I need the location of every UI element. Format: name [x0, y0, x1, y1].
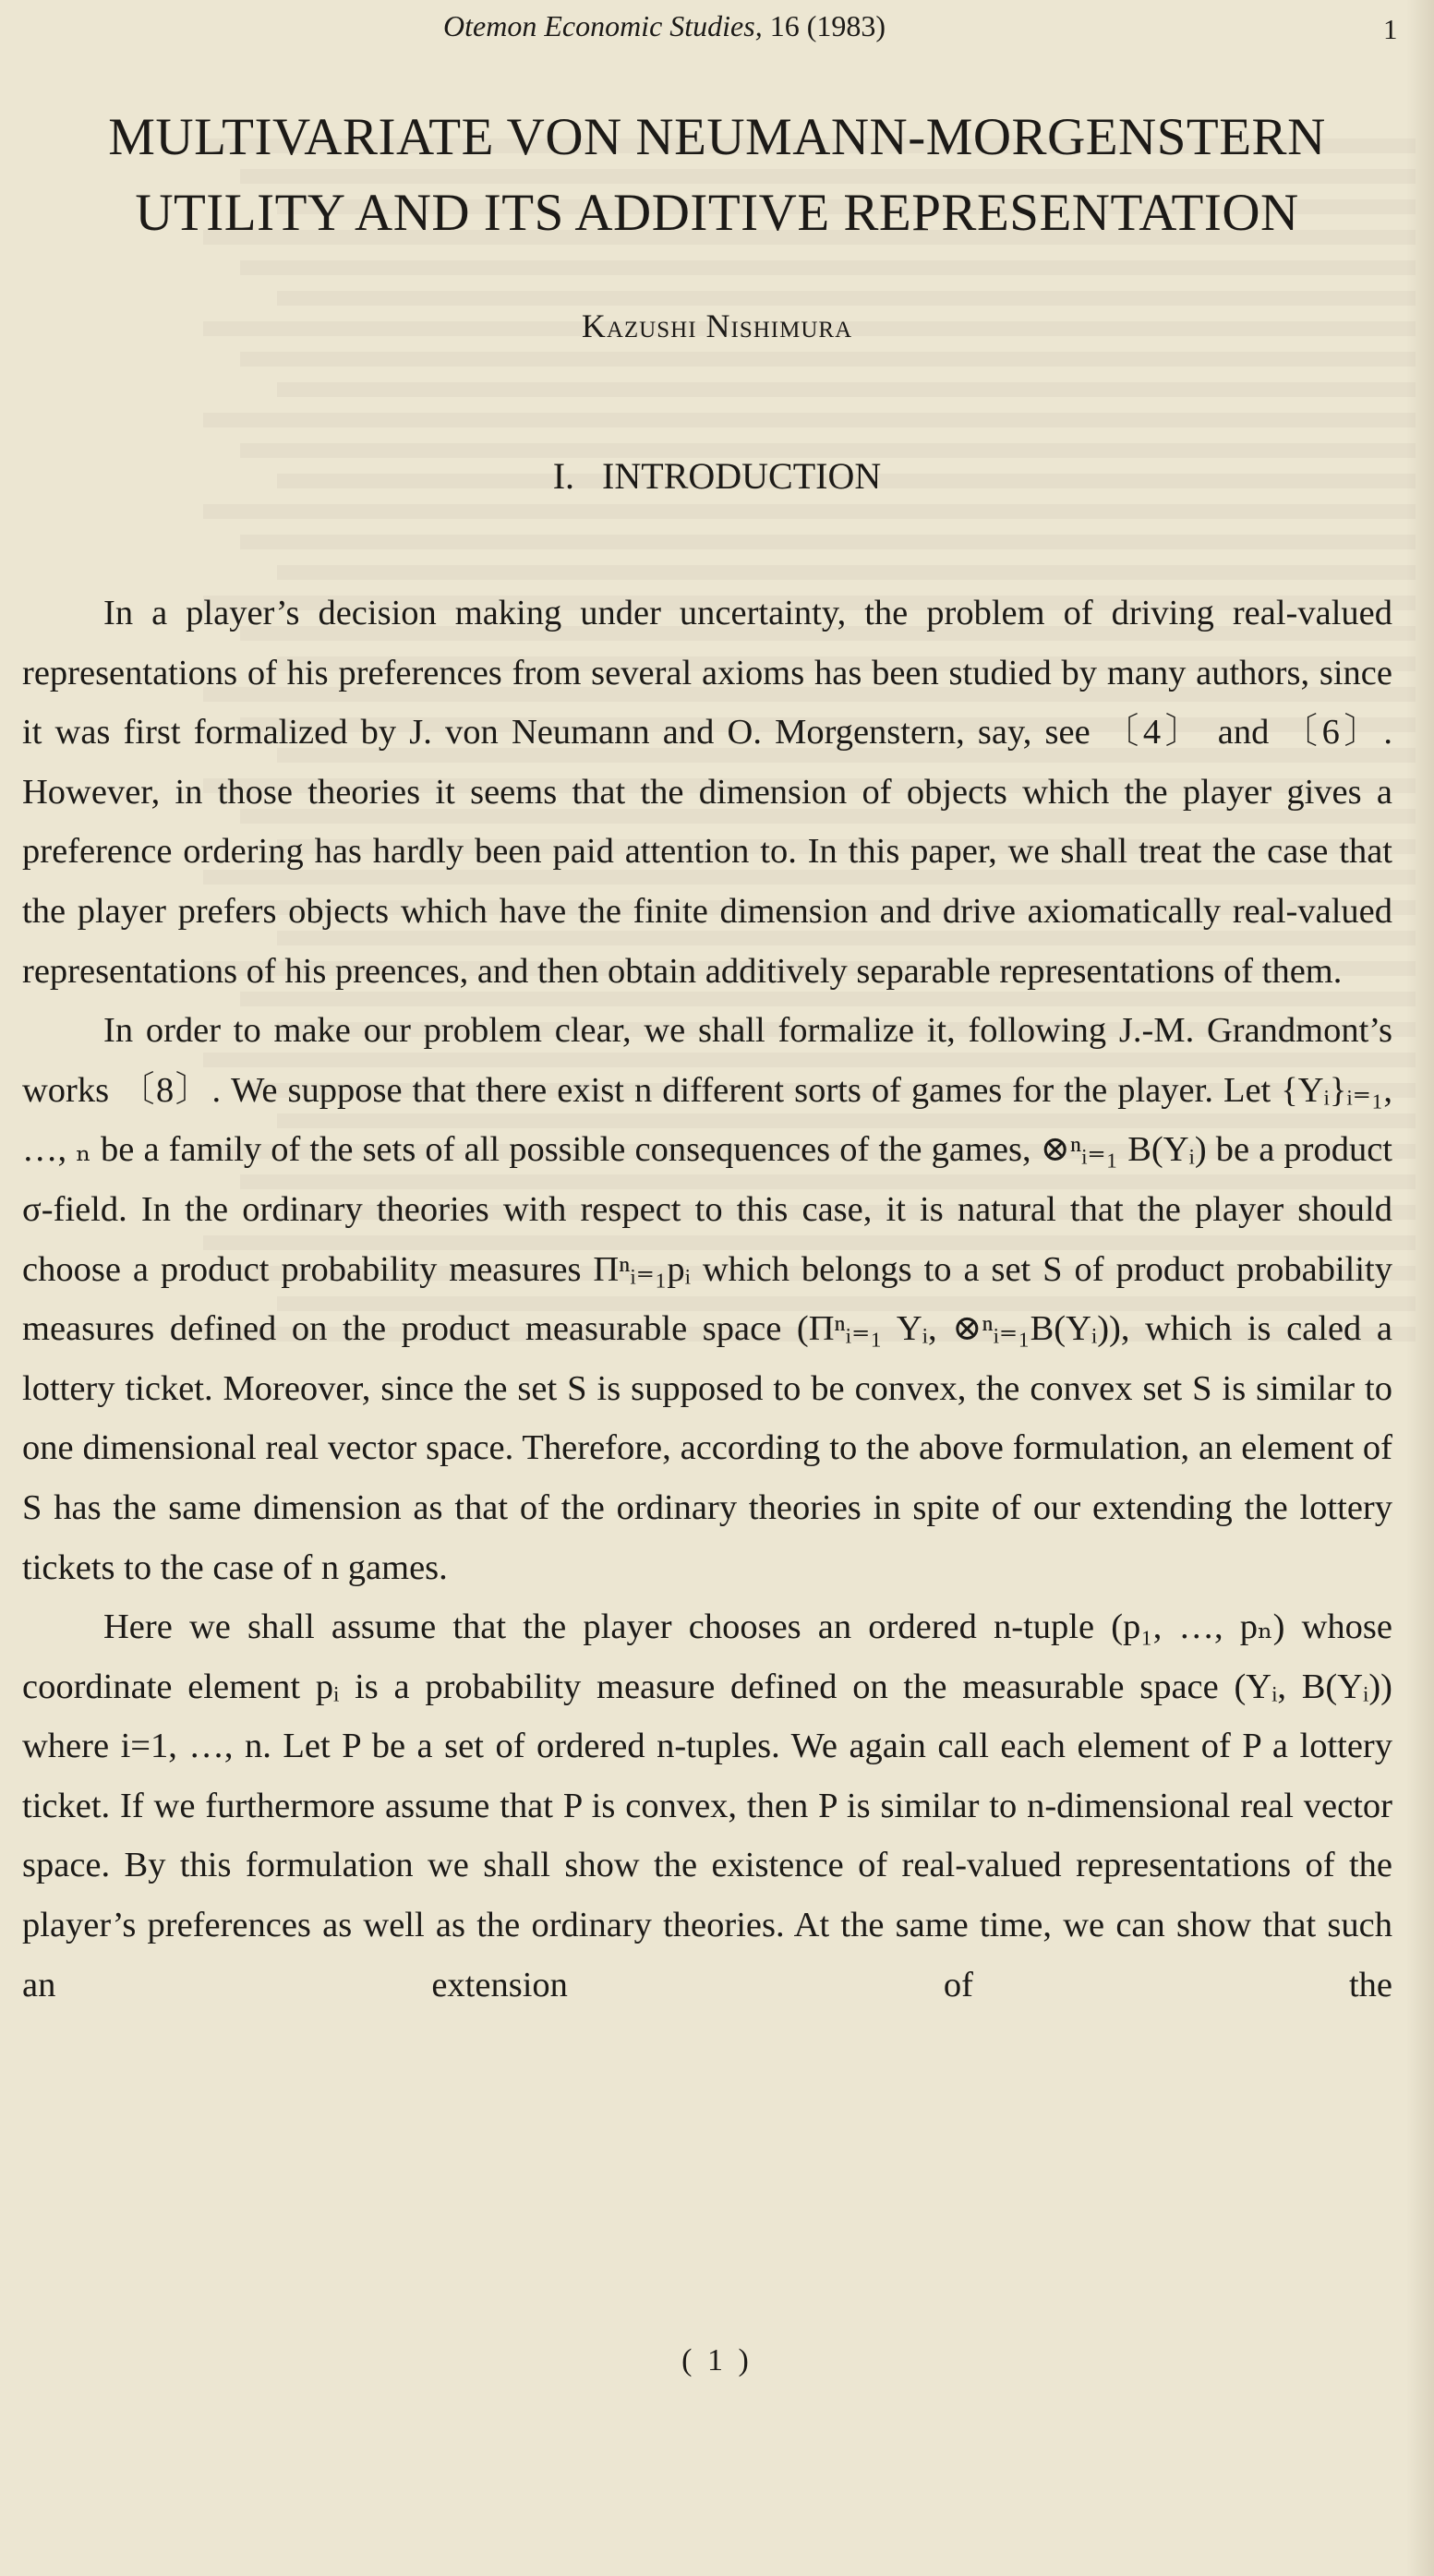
bleed-through-line — [277, 565, 1416, 580]
bleed-through-line — [277, 291, 1416, 306]
paragraph-3: Here we shall assume that the player chooses an ordered n-tuple (p₁, …, pₙ) whose coordinate element pᵢ is a probability measure defined on the measurable space (Yᵢ, B(Yᵢ)) where i=1, …, n. Let P be a set of ordered n-tuples. We again call each element of P a lottery ticket. If we furthermore assume that P is convex, then P is similar to n-dimensional real vector space. By this formulation we shall show the existence of real-valued representations of the player’s preferences as well as the ordinary theories. At the same time, we can show that such an extension of the — [22, 1607, 1392, 2004]
bleed-through-line — [240, 260, 1416, 275]
journal-name: Otemon Economic Studies, 16 (1983) — [443, 9, 886, 42]
page-edge-shadow — [1406, 0, 1434, 2576]
body-text — [22, 584, 1392, 2015]
page-folio: ( 1 ) — [681, 2343, 753, 2377]
author-name: Kazushi Nishimura — [581, 307, 853, 344]
bleed-through-line — [203, 413, 1416, 427]
section-heading: I. INTRODUCTION — [552, 455, 882, 497]
bleed-through-line — [203, 504, 1416, 519]
title-line-1: MULTIVARIATE VON NEUMANN-MORGENSTERN — [108, 108, 1326, 166]
bleed-through-line — [240, 535, 1416, 549]
bleed-through-line — [277, 382, 1416, 397]
title-line-2: UTILITY AND ITS ADDITIVE REPRESENTATION — [135, 184, 1299, 242]
paragraph-2: In order to make our problem clear, we shall formalize it, following J.-M. Grandmont’s works 〔8〕. We suppose that there exist n different sorts of games for the player. Let {Yᵢ}ᵢ₌₁, …, ₙ be a family of the sets of all possible consequences of the games, ⊗ⁿᵢ₌₁ B(Yᵢ) be a product σ-field. In the ordinary theories with respect to this case, it is natural that the player should choose a product probability measures Πⁿᵢ₌₁pᵢ which belongs to a set S of product probability measures defined on the product measurable space (Πⁿᵢ₌₁ Yᵢ, ⊗ⁿᵢ₌₁B(Yᵢ)), which is caled a lottery ticket. Moreover, since the set S is supposed to be convex, the convex set S is similar to one dimensional real vector space. Therefore, according to the above formulation, an element of S has the same dimension as that of the ordinary theories in spite of our extending the lottery tickets to the case of n games. — [22, 1011, 1392, 1587]
paragraph-1: In a player’s decision making under uncertainty, the problem of driving real-valued representations of his preferences from several axioms has been studied by many authors, since it was first formalized by J. von Neumann and O. Morgenstern, say, see 〔4〕 and 〔6〕. However, in those theories it seems that the dimension of objects which the player gives a preference ordering has hardly been paid attention to. In this paper, we shall treat the case that the player prefers objects which have the finite dimension and drive axiomatically real-valued representations of his preences, and then obtain additively separable representations of them. — [22, 594, 1392, 991]
running-head — [0, 9, 1434, 46]
paper-title — [0, 100, 1434, 251]
bleed-through-line — [240, 352, 1416, 367]
volume-year: 16 (1983) — [769, 9, 886, 42]
page-number: 1 — [1383, 13, 1398, 45]
